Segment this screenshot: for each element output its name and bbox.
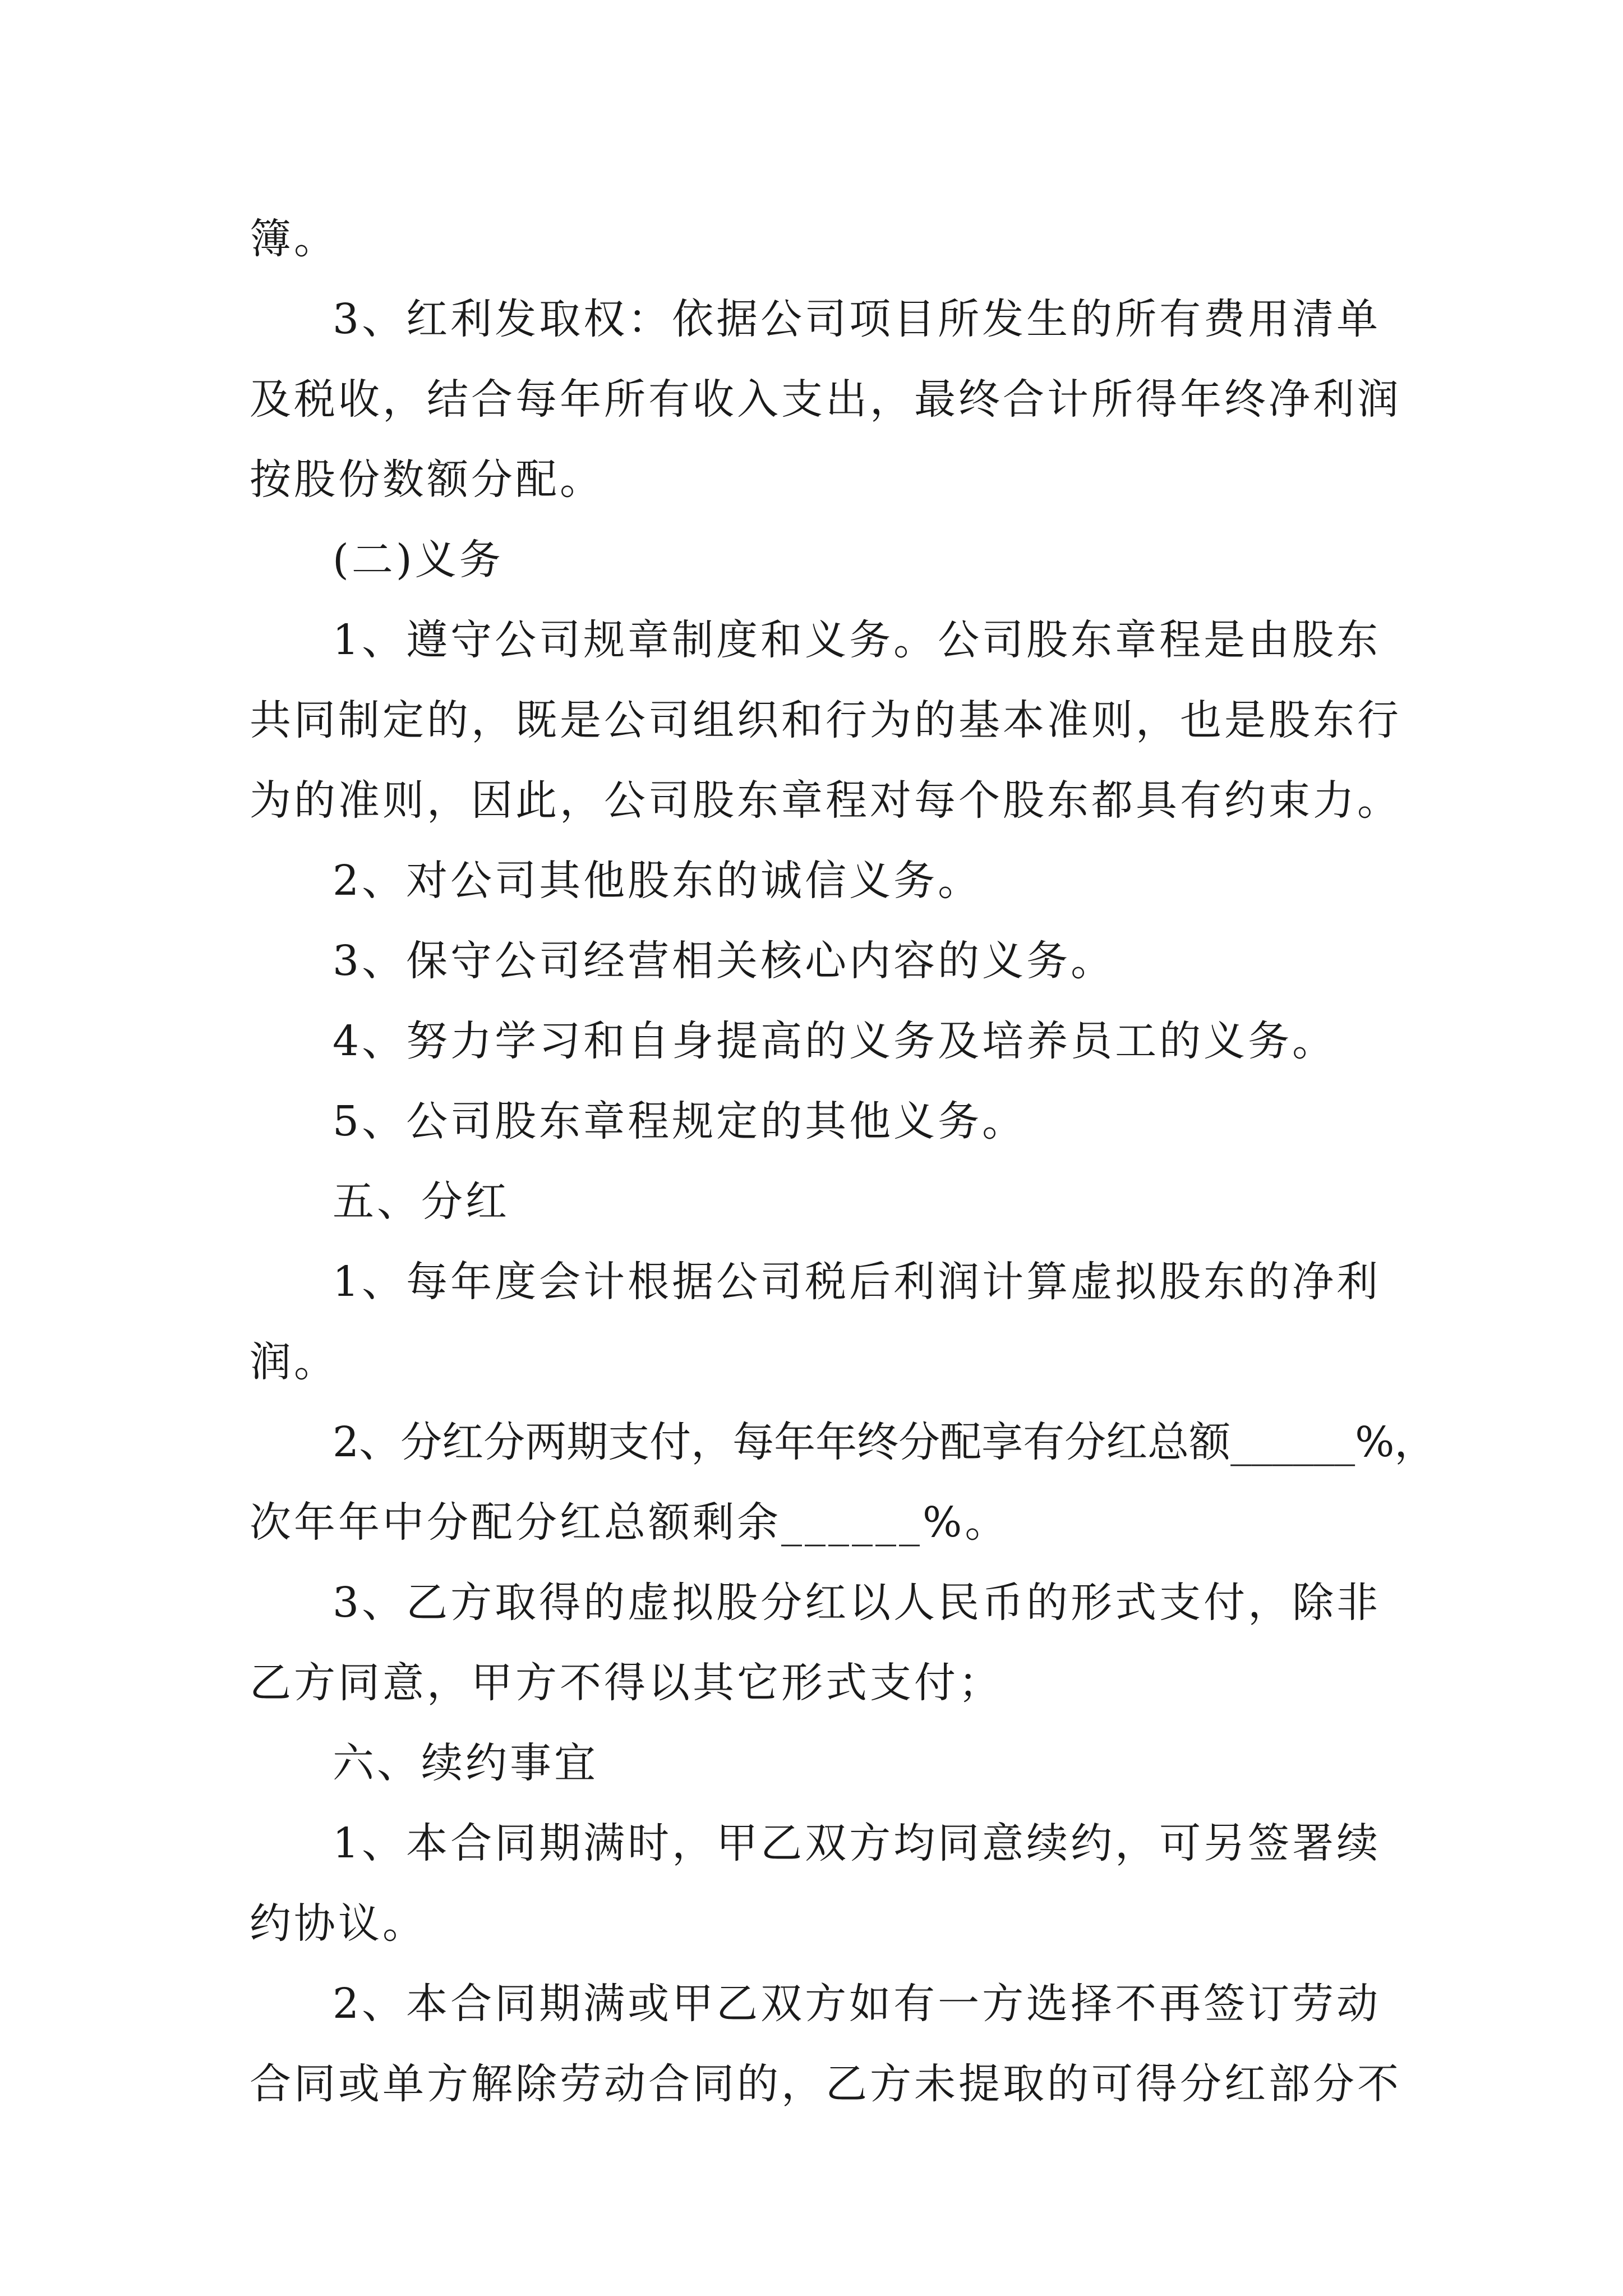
section-heading-obligations: (二)义务	[333, 536, 504, 584]
document-body	[250, 199, 1436, 2124]
text-line: 次年年中分配分红总额剩余______%。	[250, 1498, 1009, 1547]
paragraph-dividend-2: 2、分红分两期支付，每年年终分配享有分红总额______%，	[333, 1418, 1436, 1466]
text-line: 为的准则，因此，公司股东章程对每个股东都具有约束力。	[250, 776, 1401, 825]
paragraph-obligation-5: 5、公司股东章程规定的其他义务。	[333, 1097, 1027, 1145]
paragraph-obligation-2: 2、对公司其他股东的诚信义务。	[333, 857, 983, 905]
text-line: 乙方同意，甲方不得以其它形式支付；	[250, 1659, 1003, 1707]
text-line: 共同制定的，既是公司组织和行为的基本准则，也是股东行	[250, 696, 1401, 744]
text-line: 簿。	[250, 215, 338, 263]
paragraph-red-dividend-right: 3、红利发取权：依据公司项目所发生的所有费用清单	[333, 295, 1381, 343]
paragraph-renewal-2: 2、本合同期满或甲乙双方如有一方选择不再签订劳动	[333, 1980, 1381, 2028]
text-line: 及税收，结合每年所有收入支出，最终合计所得年终净利润	[250, 375, 1401, 424]
paragraph-obligation-3: 3、保守公司经营相关核心内容的义务。	[333, 937, 1115, 985]
section-heading-dividend: 五、分红	[333, 1177, 510, 1226]
paragraph-obligation-4: 4、努力学习和自身提高的义务及培养员工的义务。	[333, 1017, 1337, 1065]
paragraph-renewal-1: 1、本合同期满时，甲乙双方均同意续约，可另签署续	[333, 1819, 1381, 1867]
section-heading-renewal: 六、续约事宜	[333, 1739, 598, 1787]
text-line: 约协议。	[250, 1899, 427, 1948]
text-line: 按股份数额分配。	[250, 455, 604, 504]
paragraph-dividend-1: 1、每年度会计根据公司税后利润计算虚拟股东的净利	[333, 1258, 1381, 1306]
paragraph-dividend-3: 3、乙方取得的虚拟股分红以人民币的形式支付，除非	[333, 1579, 1381, 1627]
paragraph-obligation-1: 1、遵守公司规章制度和义务。公司股东章程是由股东	[333, 616, 1381, 664]
text-line: 润。	[250, 1338, 338, 1386]
text-line: 合同或单方解除劳动合同的，乙方未提取的可得分红部分不	[250, 2060, 1401, 2108]
